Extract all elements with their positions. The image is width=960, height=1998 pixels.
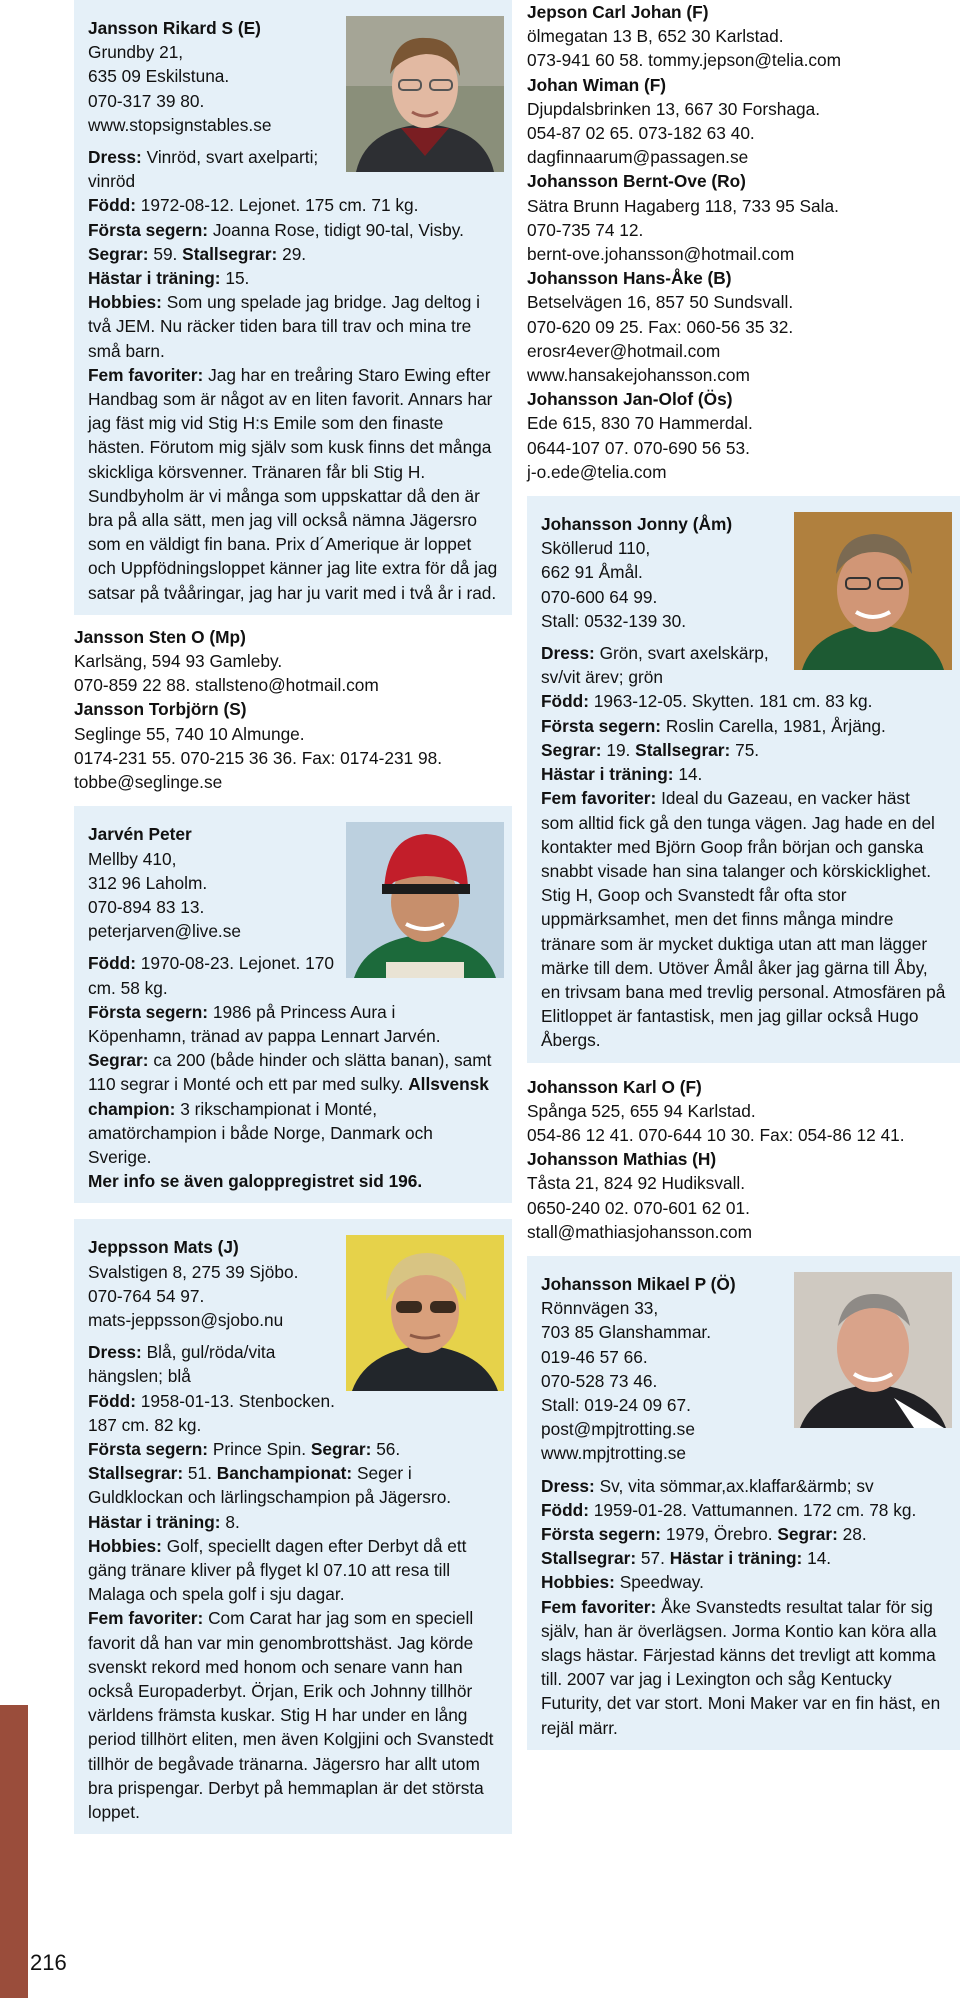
website-line: www.mpjtrotting.se [541, 1443, 687, 1464]
entry-jansson-sten [74, 625, 512, 698]
entry-name: Johansson Jan-Olof (Ös) [527, 389, 733, 410]
stats-paragraph: Första segern: Prince Spin. Segrar: 56. [88, 1438, 401, 1459]
address-line: Djupdalsbrinken 13, 667 30 Forshaga. [527, 98, 821, 119]
email-line: mats-jeppsson@sjobo.nu [88, 1309, 284, 1330]
address-line: Betselvägen 16, 857 50 Sundsvall. [527, 292, 794, 313]
entry-johan-wiman [527, 73, 960, 170]
stable-phone-line: Stall: 019-24 09 67. [541, 1394, 691, 1415]
phone-line: 070-528 73 46. [541, 1370, 658, 1391]
address-line: 703 85 Glanshammar. [541, 1322, 712, 1343]
address-line: Seglinge 55, 740 10 Almunge. [74, 723, 305, 744]
portrait-photo-rikard [346, 16, 504, 172]
entry-name: Johan Wiman (F) [527, 74, 667, 95]
contact-line: 054-86 12 41. 070-644 10 30. Fax: 054-86 12 41. [527, 1124, 905, 1145]
address-line: Sätra Brunn Hagaberg 118, 733 95 Sala. [527, 195, 839, 216]
born-paragraph: Född: 1959-01-28. Vattumannen. 172 cm. 78 kg. [541, 1499, 917, 1520]
stats-paragraph: Första segern: 1979, Örebro. Segrar: 28. [541, 1523, 867, 1544]
sidebar-color-strip [0, 1705, 28, 1998]
address-line: 635 09 Eskilstuna. [88, 66, 230, 87]
entry-johansson-karl [527, 1075, 960, 1148]
contact-line: 0174-231 55. 070-215 36 36. Fax: 0174-231 98. [74, 747, 442, 768]
email-line: erosr4ever@hotmail.com [527, 340, 721, 361]
hobbies-paragraph: Hobbies: Som ung spelade jag bridge. Jag deltog i två JEM. Nu räcker tiden bara till trav och mina tre små barn. [88, 292, 480, 361]
email-line: post@mpjtrotting.se [541, 1419, 695, 1440]
phone-line: 054-87 02 65. 073-182 63 40. [527, 123, 755, 144]
portrait-photo-mats [346, 1235, 504, 1391]
stats-paragraph: Första segern: Joanna Rose, tidigt 90-tal, Visby. Segrar: 59. Stallsegrar: 29. [88, 219, 464, 264]
address-line: 312 96 Laholm. [88, 872, 208, 893]
phone-line: 0644-107 07. 070-690 56 53. [527, 437, 750, 458]
stable-phone-line: Stall: 0532-139 30. [541, 610, 687, 631]
address-line: Karlsäng, 594 93 Gamleby. [74, 651, 283, 672]
stable-paragraph: Stallsegrar: 57. Hästar i träning: 14. [541, 1548, 832, 1569]
horses-paragraph: Hästar i träning: 8. [88, 1511, 240, 1532]
address-line: Mellby 410, [88, 848, 177, 869]
dress-paragraph: Dress: Blå, gul/röda/vita hängslen; blå [88, 1342, 276, 1387]
horses-paragraph: Hästar i träning: 14. [541, 764, 703, 785]
address-line: 662 91 Åmål. [541, 562, 643, 583]
address-line: Grundby 21, [88, 42, 184, 63]
website-line: www.hansakejohansson.com [527, 365, 750, 386]
entry-name: Johansson Hans-Åke (B) [527, 268, 732, 289]
entry-name: Jansson Sten O (Mp) [74, 626, 246, 647]
address-line: Sköllerud 110, [541, 538, 651, 559]
favorites-paragraph: Fem favoriter: Åke Svanstedts resultat talar för sig själv, han är överlägsen. Jorma Kontio kan köra alla slags hästar. Färjestad känns det trevligt att komma till. 2007 var jag i Lexington och såg Kentucky Futurity, det var stort. Moni Maker var en fin häst, en rejäl märr. [541, 1596, 941, 1738]
phone-line: 070-764 54 97. [88, 1285, 205, 1306]
right-column [527, 0, 960, 1750]
portrait-photo-jonny [794, 512, 952, 670]
left-column [74, 0, 512, 1834]
page-number: 216 [30, 1950, 67, 1975]
entry-name: Jansson Rikard S (E) [88, 18, 261, 38]
dress-paragraph: Dress: Vinröd, svart axelparti; vinröd [88, 147, 319, 192]
born-paragraph: Född: 1963-12-05. Skytten. 181 cm. 83 kg. [541, 691, 873, 712]
stats-paragraph: Segrar: 19. Stallsegrar: 75. [541, 739, 760, 760]
email-line: tobbe@seglinge.se [74, 772, 223, 793]
entry-jeppsson-mats [74, 1219, 512, 1834]
portrait-photo-mikael [794, 1272, 952, 1428]
first-win-paragraph: Första segern: Roslin Carella, 1981, Årjäng. [541, 715, 886, 736]
email-line: dagfinnaarum@passagen.se [527, 147, 749, 168]
phone-line: 070-600 64 99. [541, 586, 658, 607]
email-line: bernt-ove.johansson@hotmail.com [527, 244, 795, 265]
phone-line: 0650-240 02. 070-601 62 01. [527, 1197, 750, 1218]
entry-name: Johansson Jonny (Åm) [541, 514, 733, 535]
first-win-paragraph: Första segern: 1986 på Princess Aura i Köpenhamn, tränad av pappa Lennart Jarvén. [88, 1001, 441, 1046]
more-info-paragraph: Mer info se även galoppregistret sid 196. [88, 1171, 423, 1192]
entry-jarven-peter [74, 806, 512, 1203]
entry-johansson-jan-olof [527, 387, 960, 484]
entry-johansson-bernt-ove [527, 169, 960, 266]
phone-line: 070-894 83 13. [88, 896, 205, 917]
dress-paragraph: Dress: Grön, svart axelskärp, sv/vit ärev; grön [541, 643, 769, 688]
dress-paragraph: Dress: Sv, vita sömmar,ax.klaffar&ärmb; sv [541, 1475, 874, 1496]
entry-name: Johansson Mikael P (Ö) [541, 1273, 736, 1294]
entry-johansson-mathias [527, 1147, 960, 1244]
entry-jansson-torbjorn [74, 697, 512, 794]
website-line: www.stopsignstables.se [88, 114, 272, 135]
phone-line: 019-46 57 66. [541, 1346, 648, 1367]
portrait-photo-peter [346, 822, 504, 978]
contact-line: 070-859 22 88. stallsteno@hotmail.com [74, 675, 379, 696]
email-line: j-o.ede@telia.com [527, 461, 667, 482]
address-line: Svalstigen 8, 275 39 Sjöbo. [88, 1261, 299, 1282]
entry-johansson-jonny [527, 496, 960, 1062]
entry-name: Jeppsson Mats (J) [88, 1237, 239, 1258]
address-line: Rönnvägen 33, [541, 1298, 659, 1319]
born-paragraph: Född: 1972-08-12. Lejonet. 175 cm. 71 kg. [88, 195, 419, 216]
entry-johansson-mikael [527, 1256, 960, 1750]
address-line: ölmegatan 13 B, 652 30 Karlstad. [527, 26, 784, 47]
entry-jansson-rikard [74, 0, 512, 615]
entry-jepson-carl-johan [527, 0, 960, 73]
born-paragraph: Född: 1970-08-23. Lejonet. 170 cm. 58 kg. [88, 953, 334, 998]
stable-paragraph: Stallsegrar: 51. Banchampionat: Seger i Guldklockan och lärlingschampion på Jägersro. [88, 1463, 452, 1508]
favorites-paragraph: Fem favoriter: Jag har en treåring Staro Ewing efter Handbag som är något av en liten favorit. Annars har jag fäst mig vid Stig H:s Emile som den finaste hästen. Förutom mig själv som kusk finns det många skickliga körsvenner. Tränaren får bli Stig H. Sundbyholm är vi många som uppskattar då den är bra på alla sätt, men jag vill också nämna Jägersro som en väldigt fin bana. Prix d´Amerique är loppet och Uppfödningsloppet känner jag lite extra för då jag satsar på tvååringar, jag har ju varit med i två år i rad. [88, 364, 498, 603]
phone-line: 070-620 09 25. Fax: 060-56 35 32. [527, 316, 794, 337]
favorites-paragraph: Fem favoriter: Ideal du Gazeau, en vacker häst som alltid fick gå den tunga vägen. Jag hade en del kontakter med Björn Goop från början och ganska snabbt visade han sina talanger och körskicklighet. Stig H, Goop och Svanstedt får ofta stor uppmärksamhet, men det finns många mindre tränare som är mycket duktiga utan att man lägger märke till dem. Utöver Åmål åker jag gärna till Åby, en trivsam bana med trevlig personal. Atmosfären på Elitloppet är fantastisk, men jag gillar också Hugo Åbergs. [541, 788, 946, 1051]
entry-johansson-hans-ake [527, 266, 960, 387]
entry-name: Jarvén Peter [88, 824, 192, 845]
address-line: Spånga 525, 655 94 Karlstad. [527, 1100, 756, 1121]
entry-name: Johansson Mathias (H) [527, 1149, 717, 1170]
horses-paragraph: Hästar i träning: 15. [88, 268, 250, 289]
email-line: peterjarven@live.se [88, 921, 241, 942]
address-line: Tåsta 21, 824 92 Hudiksvall. [527, 1173, 746, 1194]
entry-name: Jepson Carl Johan (F) [527, 2, 709, 22]
address-line: Ede 615, 830 70 Hammerdal. [527, 413, 753, 434]
favorites-paragraph: Fem favoriter: Com Carat har jag som en speciell favorit då han var min genombrottshäst. Jag körde svenskt rekord med honom och senare vann han också Europaderbyt. Örjan, Erik och Johnny tillhör världens främsta kuskar. Stig H har under en lång period tillhört eliten, men även Kolgjini och Svanstedt tillhör de begåvade tränarna. Jägersro har allt utom bra prispengar. Derbyt på hemmaplan är det största loppet. [88, 1608, 494, 1823]
phone-line: 070-317 39 80. [88, 90, 205, 111]
born-paragraph: Född: 1958-01-13. Stenbocken. 187 cm. 82 kg. [88, 1390, 335, 1435]
email-line: stall@mathiasjohansson.com [527, 1221, 753, 1242]
phone-line: 070-735 74 12. [527, 219, 644, 240]
entry-name: Jansson Torbjörn (S) [74, 699, 247, 720]
entry-name: Johansson Karl O (F) [527, 1076, 702, 1097]
hobbies-paragraph: Hobbies: Speedway. [541, 1572, 704, 1593]
hobbies-paragraph: Hobbies: Golf, speciellt dagen efter Derbyt då ett gäng tränare kliver på flyget kl 07.10 att resa till Malaga och spela golf i sju dagar. [88, 1535, 467, 1605]
entry-name: Johansson Bernt-Ove (Ro) [527, 171, 746, 192]
wins-paragraph: Segrar: ca 200 (både hinder och slätta banan), samt 110 segrar i Monté och ett par med sulky. Allsvensk champion: 3 rikschampionat i Monté, amatörchampion i både Norge, Danmark och Sverige. [88, 1050, 492, 1167]
contact-line: 073-941 60 58. tommy.jepson@telia.com [527, 50, 842, 71]
